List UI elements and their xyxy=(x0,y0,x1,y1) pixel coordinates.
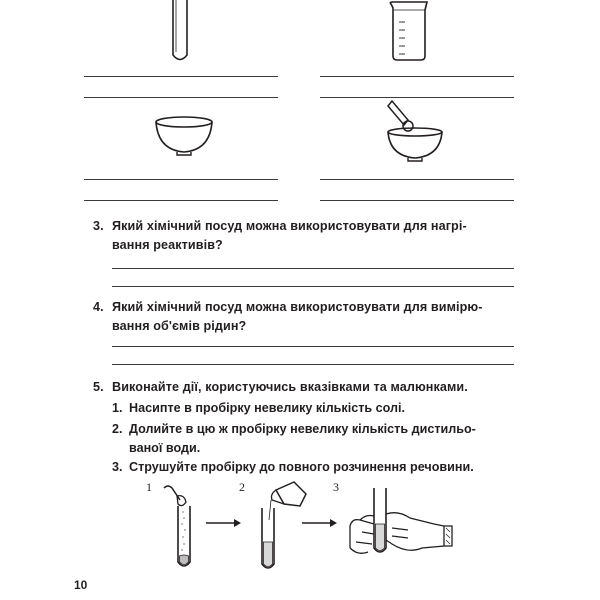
mortar-and-pestle-icon xyxy=(384,98,446,162)
answer-line[interactable] xyxy=(320,76,514,77)
figure-label-1: 1 xyxy=(146,480,152,494)
step-number: 3. xyxy=(112,460,123,474)
step-number: 1. xyxy=(112,401,123,415)
spoon-adding-salt-icon xyxy=(160,482,200,570)
step-text: Насипте в пробірку невелику кількість солі. xyxy=(129,401,406,415)
task-5-intro xyxy=(93,378,513,397)
task-number: 5. xyxy=(93,380,104,394)
step-text: Струшуйте пробірку до повного розчинення речовини. xyxy=(129,460,474,474)
answer-line[interactable] xyxy=(84,97,278,98)
bottle-pouring-water-icon xyxy=(250,480,310,572)
task-step-3 xyxy=(112,458,522,477)
question-text-line2: вання об'ємів рідин? xyxy=(112,319,247,333)
answer-line[interactable] xyxy=(84,76,278,77)
question-number: 3. xyxy=(93,219,104,233)
page-number: 10 xyxy=(74,578,88,592)
hands-shaking-tube-icon xyxy=(348,484,458,570)
question-text-line1: Який хімічний посуд можна використовувати для вимірю- xyxy=(112,300,483,314)
step-text-line2: ваної води. xyxy=(129,441,201,455)
figure-label-2: 2 xyxy=(239,480,245,494)
arrow-right-icon xyxy=(206,518,242,528)
question-3 xyxy=(93,217,513,255)
task-intro-text: Виконайте дії, користуючись вказівками та малюнками. xyxy=(112,380,468,394)
answer-line[interactable] xyxy=(320,200,514,201)
measuring-beaker-icon xyxy=(385,0,433,62)
arrow-right-icon xyxy=(302,518,338,528)
figure-label-3: 3 xyxy=(333,480,339,494)
answer-line[interactable] xyxy=(320,179,514,180)
question-4 xyxy=(93,298,513,336)
answer-line[interactable] xyxy=(84,200,278,201)
answer-line[interactable] xyxy=(112,286,514,287)
step-text-line1: Долийте в цю ж пробірку невелику кількість дистильо- xyxy=(129,422,476,436)
answer-line[interactable] xyxy=(112,346,514,347)
question-text-line2: вання реактивів? xyxy=(112,238,223,252)
answer-line[interactable] xyxy=(112,364,514,365)
question-number: 4. xyxy=(93,300,104,314)
answer-line[interactable] xyxy=(112,268,514,269)
test-tube-icon xyxy=(160,0,200,66)
porcelain-bowl-icon xyxy=(153,112,215,156)
task-step-2 xyxy=(112,420,522,458)
question-text-line1: Який хімічний посуд можна використовувати для нагрі- xyxy=(112,219,467,233)
step-number: 2. xyxy=(112,422,123,436)
answer-line[interactable] xyxy=(84,179,278,180)
task-step-1 xyxy=(112,399,522,418)
